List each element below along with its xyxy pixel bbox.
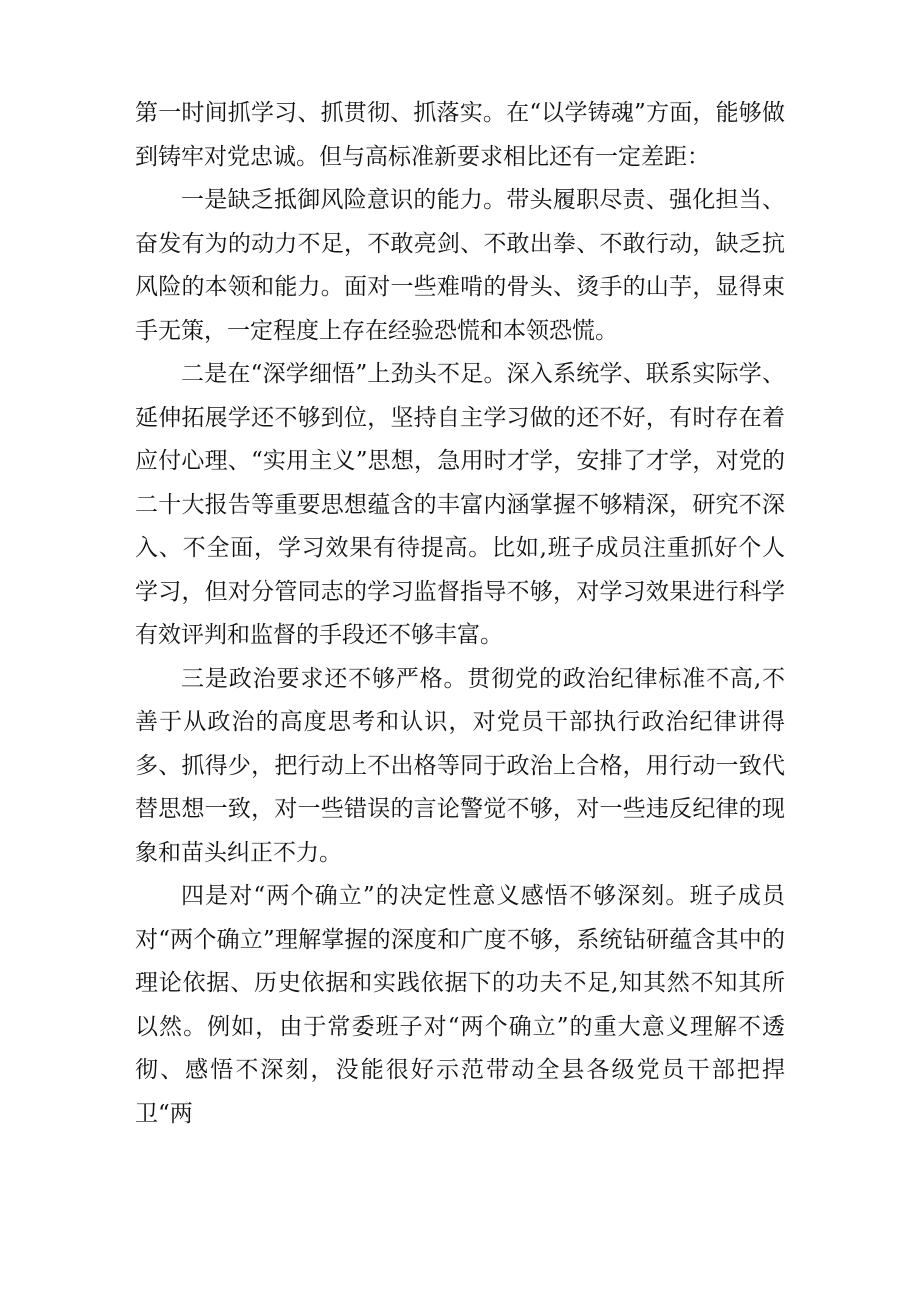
document-body: [135, 92, 785, 1136]
paragraph-intro: 第一时间抓学习、抓贯彻、抓落实。在“以学铸魂”方面，能够做到铸牢对党忠诚。但与高标准新要求相比还有一定差距：: [135, 100, 785, 170]
paragraph-point-3: 三是政治要求还不够严格。贯彻党的政治纪律标准不高,不善于从政治的高度思考和认识，对党员干部执行政治纪律讲得多、抓得少，把行动上不出格等同于政治上合格，用行动一致代替思想一致，对一些错误的言论警觉不够，对一些违反纪律的现象和苗头纠正不力。: [135, 665, 785, 866]
paragraph-point-2: 二是在“深学细悟”上劲头不足。深入系统学、联系实际学、延伸拓展学还不够到位，坚持自主学习做的还不好，有时存在着应付心理、“实用主义”思想，急用时才学，安排了才学，对党的二十大报告等重要思想蕴含的丰富内涵掌握不够精深，研究不深入、不全面，学习效果有待提高。比如,班子成员注重抓好个人学习，但对分管同志的学习监督指导不够，对学习效果进行科学有效评判和监督的手段还不够丰富。: [135, 361, 785, 648]
paragraph-point-1: 一是缺乏抵御风险意识的能力。带头履职尽责、强化担当、奋发有为的动力不足，不敢亮剑、不敢出拳、不敢行动，缺乏抗风险的本领和能力。面对一些难啃的骨头、烫手的山芋，显得束手无策，一定程度上存在经验恐慌和本领恐慌。: [135, 187, 785, 344]
paragraph-point-4: 四是对“两个确立”的决定性意义感悟不够深刻。班子成员对“两个确立”理解掌握的深度和广度不够，系统钻研蕴含其中的理论依据、历史依据和实践依据下的功夫不足,知其然不知其所以然。例如，由于常委班子对“两个确立”的重大意义理解不透彻、感悟不深刻，没能很好示范带动全县各级党员干部把捍卫“两: [135, 883, 785, 1127]
